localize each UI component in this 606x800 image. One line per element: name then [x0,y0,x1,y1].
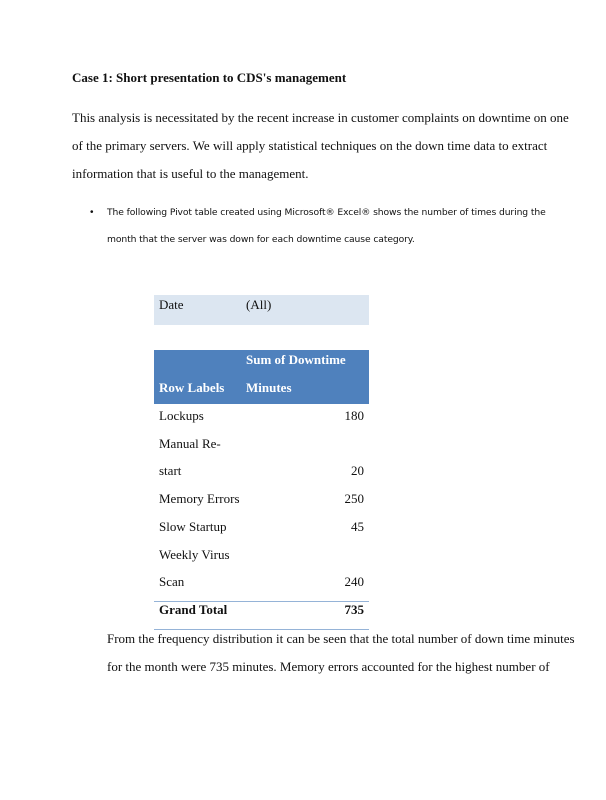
grand-total-bottom-rule [154,629,369,630]
pivot-row-label-cont: start [159,463,182,478]
bullet-text-line-1: The following Pivot table created using Microsoft® Excel® shows the number of times during the [107,207,546,218]
conclusion-paragraph-line-1: From the frequency distribution it can be seen that the total number of down time minutes [107,631,575,646]
section-heading: Case 1: Short presentation to CDS's management [72,70,347,85]
intro-paragraph-line-3: information that is useful to the management. [72,166,309,181]
intro-paragraph-line-2: of the primary servers. We will apply statistical techniques on the down time data to extract [72,138,548,153]
bullet-icon: • [90,207,94,218]
pivot-header-row-labels: Row Labels [159,380,225,395]
pivot-row-value: 180 [344,408,364,423]
pivot-filter-value: (All) [246,297,272,312]
pivot-row-value: 240 [344,574,364,589]
pivot-row-value: 45 [351,519,364,534]
pivot-row-label: Memory Errors [159,491,240,506]
pivot-row-value: 20 [351,463,364,478]
pivot-row-label-cont: Scan [159,574,185,589]
grand-total-label: Grand Total [159,602,228,617]
pivot-filter-label: Date [159,297,184,312]
bullet-text-line-2: month that the server was down for each downtime cause category. [107,234,415,245]
conclusion-paragraph-line-2: for the month were 735 minutes. Memory errors accounted for the highest number of [107,659,550,674]
pivot-row-label: Weekly Virus [159,547,230,562]
pivot-row-value: 250 [344,491,364,506]
pivot-row-label: Manual Re- [159,436,221,451]
pivot-row-label: Lockups [159,408,204,423]
intro-paragraph-line-1: This analysis is necessitated by the recent increase in customer complaints on downtime on one [72,110,569,125]
grand-total-value: 735 [344,602,364,617]
pivot-header-value-line-2: Minutes [246,380,292,395]
pivot-header-value-line-1: Sum of Downtime [246,352,346,367]
pivot-row-label: Slow Startup [159,519,227,534]
